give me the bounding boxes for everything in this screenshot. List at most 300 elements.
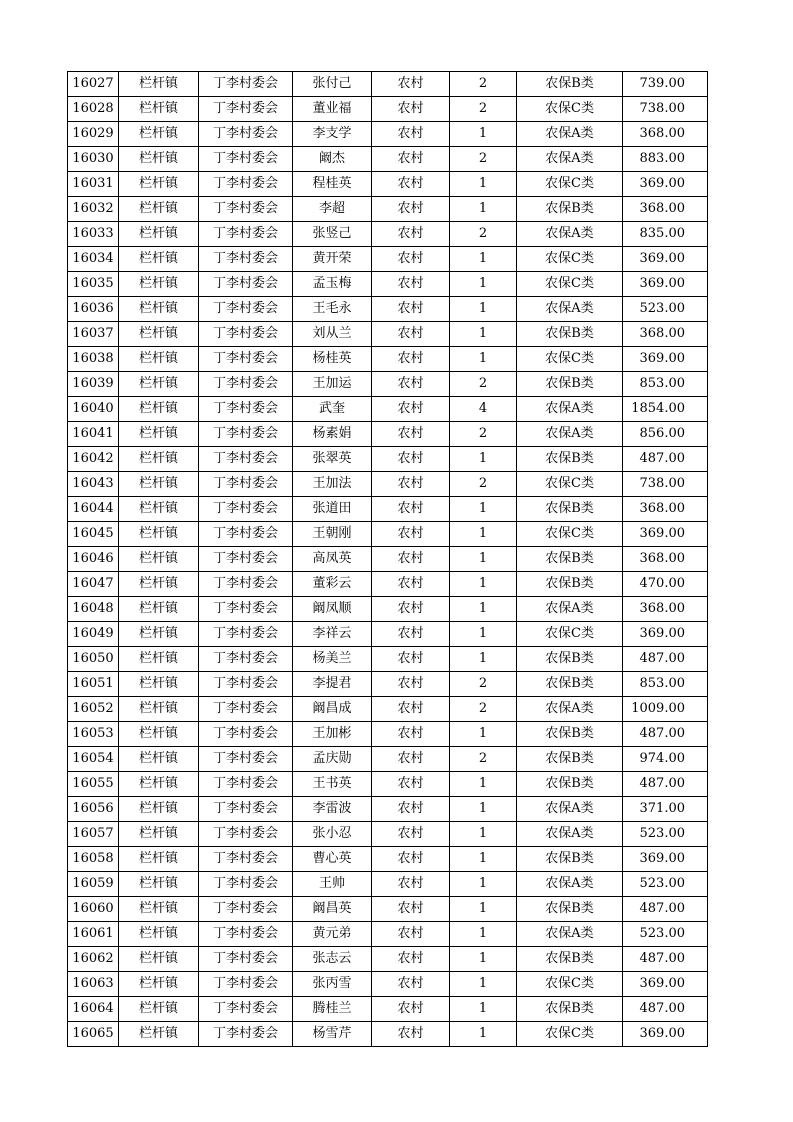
category-cell: 农保B类 <box>517 747 623 772</box>
count-cell: 4 <box>450 397 517 422</box>
table-row <box>68 647 708 672</box>
name-cell: 刘从兰 <box>293 322 372 347</box>
id-cell: 16042 <box>68 447 119 472</box>
count-cell: 1 <box>450 897 517 922</box>
name-cell: 董业福 <box>293 97 372 122</box>
count-cell: 2 <box>450 222 517 247</box>
id-cell: 16059 <box>68 872 119 897</box>
count-cell: 2 <box>450 97 517 122</box>
table-row <box>68 197 708 222</box>
area-cell: 农村 <box>372 847 450 872</box>
count-cell: 2 <box>450 672 517 697</box>
table-row <box>68 397 708 422</box>
name-cell: 王加运 <box>293 372 372 397</box>
table-row <box>68 597 708 622</box>
town-cell: 栏杆镇 <box>119 972 199 997</box>
category-cell: 农保C类 <box>517 1022 623 1047</box>
area-cell: 农村 <box>372 922 450 947</box>
village-cell: 丁李村委会 <box>199 72 293 97</box>
area-cell: 农村 <box>372 572 450 597</box>
table-row <box>68 347 708 372</box>
count-cell: 1 <box>450 447 517 472</box>
area-cell: 农村 <box>372 722 450 747</box>
category-cell: 农保B类 <box>517 197 623 222</box>
table-row <box>68 947 708 972</box>
amount-cell: 369.00 <box>623 522 708 547</box>
village-cell: 丁李村委会 <box>199 747 293 772</box>
area-cell: 农村 <box>372 697 450 722</box>
name-cell: 王加法 <box>293 472 372 497</box>
village-cell: 丁李村委会 <box>199 897 293 922</box>
area-cell: 农村 <box>372 272 450 297</box>
area-cell: 农村 <box>372 547 450 572</box>
name-cell: 阚昌成 <box>293 697 372 722</box>
area-cell: 农村 <box>372 597 450 622</box>
town-cell: 栏杆镇 <box>119 797 199 822</box>
count-cell: 1 <box>450 297 517 322</box>
id-cell: 16048 <box>68 597 119 622</box>
count-cell: 1 <box>450 547 517 572</box>
category-cell: 农保C类 <box>517 97 623 122</box>
name-cell: 阚凤顺 <box>293 597 372 622</box>
count-cell: 2 <box>450 72 517 97</box>
category-cell: 农保B类 <box>517 947 623 972</box>
town-cell: 栏杆镇 <box>119 547 199 572</box>
count-cell: 1 <box>450 322 517 347</box>
name-cell: 孟庆勋 <box>293 747 372 772</box>
id-cell: 16035 <box>68 272 119 297</box>
town-cell: 栏杆镇 <box>119 197 199 222</box>
id-cell: 16037 <box>68 322 119 347</box>
area-cell: 农村 <box>372 897 450 922</box>
id-cell: 16062 <box>68 947 119 972</box>
table-row <box>68 572 708 597</box>
count-cell: 2 <box>450 697 517 722</box>
town-cell: 栏杆镇 <box>119 97 199 122</box>
amount-cell: 835.00 <box>623 222 708 247</box>
table-row <box>68 97 708 122</box>
category-cell: 农保C类 <box>517 347 623 372</box>
village-cell: 丁李村委会 <box>199 822 293 847</box>
area-cell: 农村 <box>372 672 450 697</box>
table-row <box>68 122 708 147</box>
area-cell: 农村 <box>372 222 450 247</box>
table-row <box>68 872 708 897</box>
village-cell: 丁李村委会 <box>199 397 293 422</box>
table-row <box>68 822 708 847</box>
table-row <box>68 722 708 747</box>
amount-cell: 739.00 <box>623 72 708 97</box>
count-cell: 2 <box>450 422 517 447</box>
name-cell: 曹心英 <box>293 847 372 872</box>
id-cell: 16063 <box>68 972 119 997</box>
village-cell: 丁李村委会 <box>199 122 293 147</box>
area-cell: 农村 <box>372 472 450 497</box>
town-cell: 栏杆镇 <box>119 897 199 922</box>
amount-cell: 368.00 <box>623 497 708 522</box>
table-row <box>68 922 708 947</box>
count-cell: 1 <box>450 122 517 147</box>
id-cell: 16029 <box>68 122 119 147</box>
table-row <box>68 172 708 197</box>
village-cell: 丁李村委会 <box>199 297 293 322</box>
category-cell: 农保B类 <box>517 647 623 672</box>
village-cell: 丁李村委会 <box>199 172 293 197</box>
table-row <box>68 1022 708 1047</box>
village-cell: 丁李村委会 <box>199 97 293 122</box>
village-cell: 丁李村委会 <box>199 197 293 222</box>
name-cell: 阚杰 <box>293 147 372 172</box>
village-cell: 丁李村委会 <box>199 947 293 972</box>
id-cell: 16052 <box>68 697 119 722</box>
area-cell: 农村 <box>372 172 450 197</box>
area-cell: 农村 <box>372 822 450 847</box>
name-cell: 杨桂英 <box>293 347 372 372</box>
records-table-body <box>68 72 708 1047</box>
amount-cell: 883.00 <box>623 147 708 172</box>
table-row <box>68 447 708 472</box>
category-cell: 农保B类 <box>517 322 623 347</box>
id-cell: 16061 <box>68 922 119 947</box>
town-cell: 栏杆镇 <box>119 772 199 797</box>
table-row <box>68 697 708 722</box>
id-cell: 16041 <box>68 422 119 447</box>
village-cell: 丁李村委会 <box>199 1022 293 1047</box>
town-cell: 栏杆镇 <box>119 947 199 972</box>
village-cell: 丁李村委会 <box>199 922 293 947</box>
id-cell: 16055 <box>68 772 119 797</box>
id-cell: 16031 <box>68 172 119 197</box>
amount-cell: 853.00 <box>623 672 708 697</box>
count-cell: 1 <box>450 572 517 597</box>
name-cell: 张小忍 <box>293 822 372 847</box>
village-cell: 丁李村委会 <box>199 472 293 497</box>
count-cell: 1 <box>450 722 517 747</box>
amount-cell: 369.00 <box>623 172 708 197</box>
village-cell: 丁李村委会 <box>199 697 293 722</box>
amount-cell: 368.00 <box>623 197 708 222</box>
count-cell: 1 <box>450 597 517 622</box>
id-cell: 16039 <box>68 372 119 397</box>
area-cell: 农村 <box>372 497 450 522</box>
id-cell: 16032 <box>68 197 119 222</box>
count-cell: 1 <box>450 347 517 372</box>
id-cell: 16053 <box>68 722 119 747</box>
area-cell: 农村 <box>372 97 450 122</box>
table-row <box>68 747 708 772</box>
name-cell: 李支学 <box>293 122 372 147</box>
count-cell: 1 <box>450 272 517 297</box>
category-cell: 农保B类 <box>517 997 623 1022</box>
amount-cell: 369.00 <box>623 847 708 872</box>
town-cell: 栏杆镇 <box>119 697 199 722</box>
name-cell: 杨美兰 <box>293 647 372 672</box>
id-cell: 16046 <box>68 547 119 572</box>
town-cell: 栏杆镇 <box>119 347 199 372</box>
name-cell: 王毛永 <box>293 297 372 322</box>
category-cell: 农保B类 <box>517 897 623 922</box>
village-cell: 丁李村委会 <box>199 647 293 672</box>
area-cell: 农村 <box>372 947 450 972</box>
village-cell: 丁李村委会 <box>199 322 293 347</box>
amount-cell: 487.00 <box>623 772 708 797</box>
table-row <box>68 72 708 97</box>
village-cell: 丁李村委会 <box>199 972 293 997</box>
area-cell: 农村 <box>372 447 450 472</box>
id-cell: 16050 <box>68 647 119 672</box>
category-cell: 农保C类 <box>517 247 623 272</box>
name-cell: 程桂英 <box>293 172 372 197</box>
table-row <box>68 897 708 922</box>
name-cell: 李雷波 <box>293 797 372 822</box>
id-cell: 16064 <box>68 997 119 1022</box>
town-cell: 栏杆镇 <box>119 847 199 872</box>
area-cell: 农村 <box>372 247 450 272</box>
town-cell: 栏杆镇 <box>119 147 199 172</box>
category-cell: 农保A类 <box>517 222 623 247</box>
table-row <box>68 372 708 397</box>
table-row <box>68 622 708 647</box>
amount-cell: 369.00 <box>623 622 708 647</box>
id-cell: 16038 <box>68 347 119 372</box>
table-row <box>68 797 708 822</box>
amount-cell: 523.00 <box>623 922 708 947</box>
count-cell: 2 <box>450 472 517 497</box>
name-cell: 张志云 <box>293 947 372 972</box>
id-cell: 16033 <box>68 222 119 247</box>
name-cell: 王书英 <box>293 772 372 797</box>
table-row <box>68 147 708 172</box>
category-cell: 农保B类 <box>517 72 623 97</box>
id-cell: 16027 <box>68 72 119 97</box>
category-cell: 农保C类 <box>517 172 623 197</box>
town-cell: 栏杆镇 <box>119 297 199 322</box>
town-cell: 栏杆镇 <box>119 872 199 897</box>
amount-cell: 974.00 <box>623 747 708 772</box>
category-cell: 农保C类 <box>517 272 623 297</box>
count-cell: 2 <box>450 372 517 397</box>
category-cell: 农保A类 <box>517 872 623 897</box>
area-cell: 农村 <box>372 422 450 447</box>
category-cell: 农保A类 <box>517 697 623 722</box>
name-cell: 杨素娟 <box>293 422 372 447</box>
name-cell: 李超 <box>293 197 372 222</box>
town-cell: 栏杆镇 <box>119 272 199 297</box>
area-cell: 农村 <box>372 747 450 772</box>
category-cell: 农保B类 <box>517 847 623 872</box>
category-cell: 农保A类 <box>517 922 623 947</box>
name-cell: 王朝刚 <box>293 522 372 547</box>
town-cell: 栏杆镇 <box>119 997 199 1022</box>
town-cell: 栏杆镇 <box>119 922 199 947</box>
town-cell: 栏杆镇 <box>119 747 199 772</box>
area-cell: 农村 <box>372 997 450 1022</box>
village-cell: 丁李村委会 <box>199 547 293 572</box>
village-cell: 丁李村委会 <box>199 222 293 247</box>
name-cell: 董彩云 <box>293 572 372 597</box>
amount-cell: 369.00 <box>623 347 708 372</box>
category-cell: 农保C类 <box>517 472 623 497</box>
category-cell: 农保B类 <box>517 547 623 572</box>
category-cell: 农保A类 <box>517 597 623 622</box>
village-cell: 丁李村委会 <box>199 672 293 697</box>
amount-cell: 1009.00 <box>623 697 708 722</box>
name-cell: 王加彬 <box>293 722 372 747</box>
town-cell: 栏杆镇 <box>119 72 199 97</box>
village-cell: 丁李村委会 <box>199 247 293 272</box>
area-cell: 农村 <box>372 772 450 797</box>
amount-cell: 369.00 <box>623 247 708 272</box>
amount-cell: 369.00 <box>623 972 708 997</box>
amount-cell: 738.00 <box>623 97 708 122</box>
category-cell: 农保A类 <box>517 422 623 447</box>
name-cell: 武奎 <box>293 397 372 422</box>
amount-cell: 487.00 <box>623 947 708 972</box>
village-cell: 丁李村委会 <box>199 447 293 472</box>
id-cell: 16036 <box>68 297 119 322</box>
category-cell: 农保B类 <box>517 722 623 747</box>
town-cell: 栏杆镇 <box>119 1022 199 1047</box>
amount-cell: 487.00 <box>623 897 708 922</box>
count-cell: 1 <box>450 822 517 847</box>
name-cell: 李祥云 <box>293 622 372 647</box>
amount-cell: 369.00 <box>623 1022 708 1047</box>
town-cell: 栏杆镇 <box>119 397 199 422</box>
category-cell: 农保B类 <box>517 497 623 522</box>
town-cell: 栏杆镇 <box>119 372 199 397</box>
amount-cell: 738.00 <box>623 472 708 497</box>
name-cell: 张付己 <box>293 72 372 97</box>
table-row <box>68 547 708 572</box>
table-row <box>68 772 708 797</box>
village-cell: 丁李村委会 <box>199 422 293 447</box>
category-cell: 农保A类 <box>517 797 623 822</box>
area-cell: 农村 <box>372 797 450 822</box>
area-cell: 农村 <box>372 122 450 147</box>
id-cell: 16047 <box>68 572 119 597</box>
count-cell: 1 <box>450 1022 517 1047</box>
amount-cell: 368.00 <box>623 597 708 622</box>
count-cell: 2 <box>450 747 517 772</box>
village-cell: 丁李村委会 <box>199 722 293 747</box>
area-cell: 农村 <box>372 197 450 222</box>
category-cell: 农保A类 <box>517 147 623 172</box>
town-cell: 栏杆镇 <box>119 822 199 847</box>
name-cell: 孟玉梅 <box>293 272 372 297</box>
amount-cell: 470.00 <box>623 572 708 597</box>
id-cell: 16044 <box>68 497 119 522</box>
name-cell: 杨雪芹 <box>293 1022 372 1047</box>
count-cell: 1 <box>450 497 517 522</box>
town-cell: 栏杆镇 <box>119 122 199 147</box>
category-cell: 农保A类 <box>517 822 623 847</box>
count-cell: 1 <box>450 947 517 972</box>
amount-cell: 523.00 <box>623 872 708 897</box>
count-cell: 1 <box>450 172 517 197</box>
village-cell: 丁李村委会 <box>199 372 293 397</box>
category-cell: 农保A类 <box>517 297 623 322</box>
name-cell: 黄开荣 <box>293 247 372 272</box>
amount-cell: 487.00 <box>623 722 708 747</box>
area-cell: 农村 <box>372 397 450 422</box>
amount-cell: 523.00 <box>623 297 708 322</box>
village-cell: 丁李村委会 <box>199 497 293 522</box>
town-cell: 栏杆镇 <box>119 222 199 247</box>
area-cell: 农村 <box>372 347 450 372</box>
name-cell: 李提君 <box>293 672 372 697</box>
id-cell: 16045 <box>68 522 119 547</box>
id-cell: 16056 <box>68 797 119 822</box>
category-cell: 农保C类 <box>517 522 623 547</box>
town-cell: 栏杆镇 <box>119 172 199 197</box>
count-cell: 1 <box>450 772 517 797</box>
area-cell: 农村 <box>372 1022 450 1047</box>
id-cell: 16058 <box>68 847 119 872</box>
table-row <box>68 847 708 872</box>
count-cell: 1 <box>450 847 517 872</box>
category-cell: 农保B类 <box>517 772 623 797</box>
village-cell: 丁李村委会 <box>199 597 293 622</box>
id-cell: 16060 <box>68 897 119 922</box>
records-table <box>67 71 708 1047</box>
town-cell: 栏杆镇 <box>119 672 199 697</box>
id-cell: 16049 <box>68 622 119 647</box>
category-cell: 农保C类 <box>517 972 623 997</box>
village-cell: 丁李村委会 <box>199 997 293 1022</box>
area-cell: 农村 <box>372 872 450 897</box>
village-cell: 丁李村委会 <box>199 347 293 372</box>
id-cell: 16030 <box>68 147 119 172</box>
village-cell: 丁李村委会 <box>199 772 293 797</box>
area-cell: 农村 <box>372 372 450 397</box>
table-row <box>68 322 708 347</box>
town-cell: 栏杆镇 <box>119 497 199 522</box>
name-cell: 张竖己 <box>293 222 372 247</box>
category-cell: 农保B类 <box>517 572 623 597</box>
table-row <box>68 272 708 297</box>
name-cell: 张翠英 <box>293 447 372 472</box>
village-cell: 丁李村委会 <box>199 622 293 647</box>
town-cell: 栏杆镇 <box>119 572 199 597</box>
count-cell: 1 <box>450 622 517 647</box>
area-cell: 农村 <box>372 522 450 547</box>
count-cell: 1 <box>450 922 517 947</box>
amount-cell: 371.00 <box>623 797 708 822</box>
village-cell: 丁李村委会 <box>199 847 293 872</box>
count-cell: 1 <box>450 797 517 822</box>
name-cell: 腾桂兰 <box>293 997 372 1022</box>
amount-cell: 487.00 <box>623 447 708 472</box>
id-cell: 16057 <box>68 822 119 847</box>
town-cell: 栏杆镇 <box>119 322 199 347</box>
amount-cell: 368.00 <box>623 547 708 572</box>
table-row <box>68 297 708 322</box>
id-cell: 16054 <box>68 747 119 772</box>
area-cell: 农村 <box>372 622 450 647</box>
table-row <box>68 522 708 547</box>
name-cell: 王帅 <box>293 872 372 897</box>
town-cell: 栏杆镇 <box>119 622 199 647</box>
id-cell: 16051 <box>68 672 119 697</box>
village-cell: 丁李村委会 <box>199 797 293 822</box>
amount-cell: 487.00 <box>623 647 708 672</box>
amount-cell: 369.00 <box>623 272 708 297</box>
count-cell: 1 <box>450 247 517 272</box>
town-cell: 栏杆镇 <box>119 447 199 472</box>
amount-cell: 853.00 <box>623 372 708 397</box>
village-cell: 丁李村委会 <box>199 872 293 897</box>
table-row <box>68 472 708 497</box>
